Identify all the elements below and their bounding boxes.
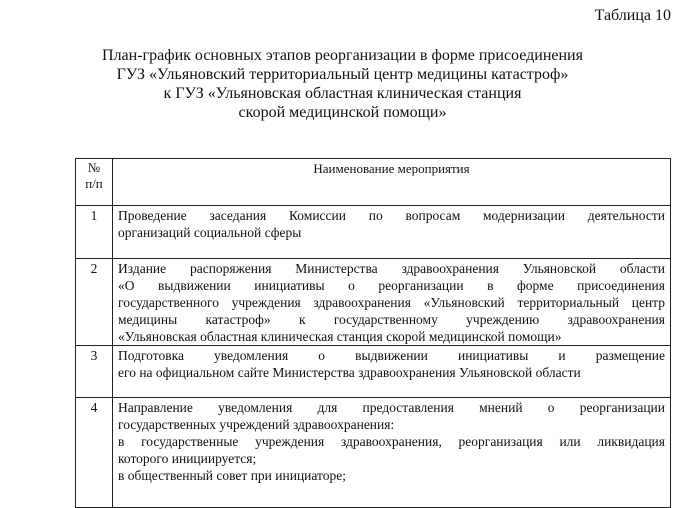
row-number: 4 [76, 398, 113, 508]
row-line: организаций социальной сферы [118, 225, 302, 240]
table-number-label: Таблица 10 [594, 7, 671, 24]
row-line: в государственные учреждения здравоохранения, реорганизация или ликвидация [118, 434, 665, 449]
title-line: План-график основных этапов реорганизации в форме присоединения [102, 47, 583, 64]
row-line: медицины катастроф» к государственному учреждению здравоохранения [118, 312, 665, 327]
row-description [113, 346, 671, 398]
header-number-symbol: № [87, 160, 101, 175]
title-line: скорой медицинской помощи» [238, 104, 447, 121]
row-line: государственного учреждения здравоохранения «Ульяновский территориальный центр [118, 295, 665, 310]
row-description [113, 206, 671, 259]
table-row [76, 259, 671, 346]
row-line: которого инициируется; [118, 451, 257, 466]
table-row [76, 346, 671, 398]
table-row [76, 398, 671, 508]
row-number: 1 [76, 206, 113, 259]
title-line: ГУЗ «Ульяновский территориальный центр медицины катастроф» [116, 66, 569, 83]
table-row [76, 206, 671, 259]
row-number: 3 [76, 346, 113, 398]
row-number: 2 [76, 259, 113, 346]
row-line: Направление уведомления для предоставления мнений о реорганизации [118, 400, 665, 415]
row-line: «О выдвижении инициативы о реорганизации в форме присоединения [118, 278, 665, 293]
header-number-cell [76, 159, 113, 206]
header-name-cell: Наименование мероприятия [113, 159, 671, 206]
title-line: к ГУЗ «Ульяновская областная клиническая станция [163, 85, 522, 102]
row-description [113, 259, 671, 346]
plan-schedule-table [75, 158, 671, 508]
row-description [113, 398, 671, 508]
row-line: государственных учреждений здравоохранения: [118, 417, 395, 432]
row-line: его на официальном сайте Министерства здравоохранения Ульяновской области [118, 365, 581, 380]
row-line: Проведение заседания Комиссии по вопросам модернизации деятельности [118, 208, 665, 223]
row-line: Подготовка уведомления о выдвижении инициативы и размещение [118, 348, 665, 363]
row-line: «Ульяновская областная клиническая станция скорой медицинской помощи» [118, 329, 562, 344]
header-number-abbrev: п/п [85, 176, 103, 191]
row-line: в общественный совет при инициаторе; [118, 468, 346, 483]
table-header-row [76, 159, 671, 206]
row-line: Издание распоряжения Министерства здравоохранения Ульяновской области [118, 261, 665, 276]
document-title [0, 46, 685, 122]
